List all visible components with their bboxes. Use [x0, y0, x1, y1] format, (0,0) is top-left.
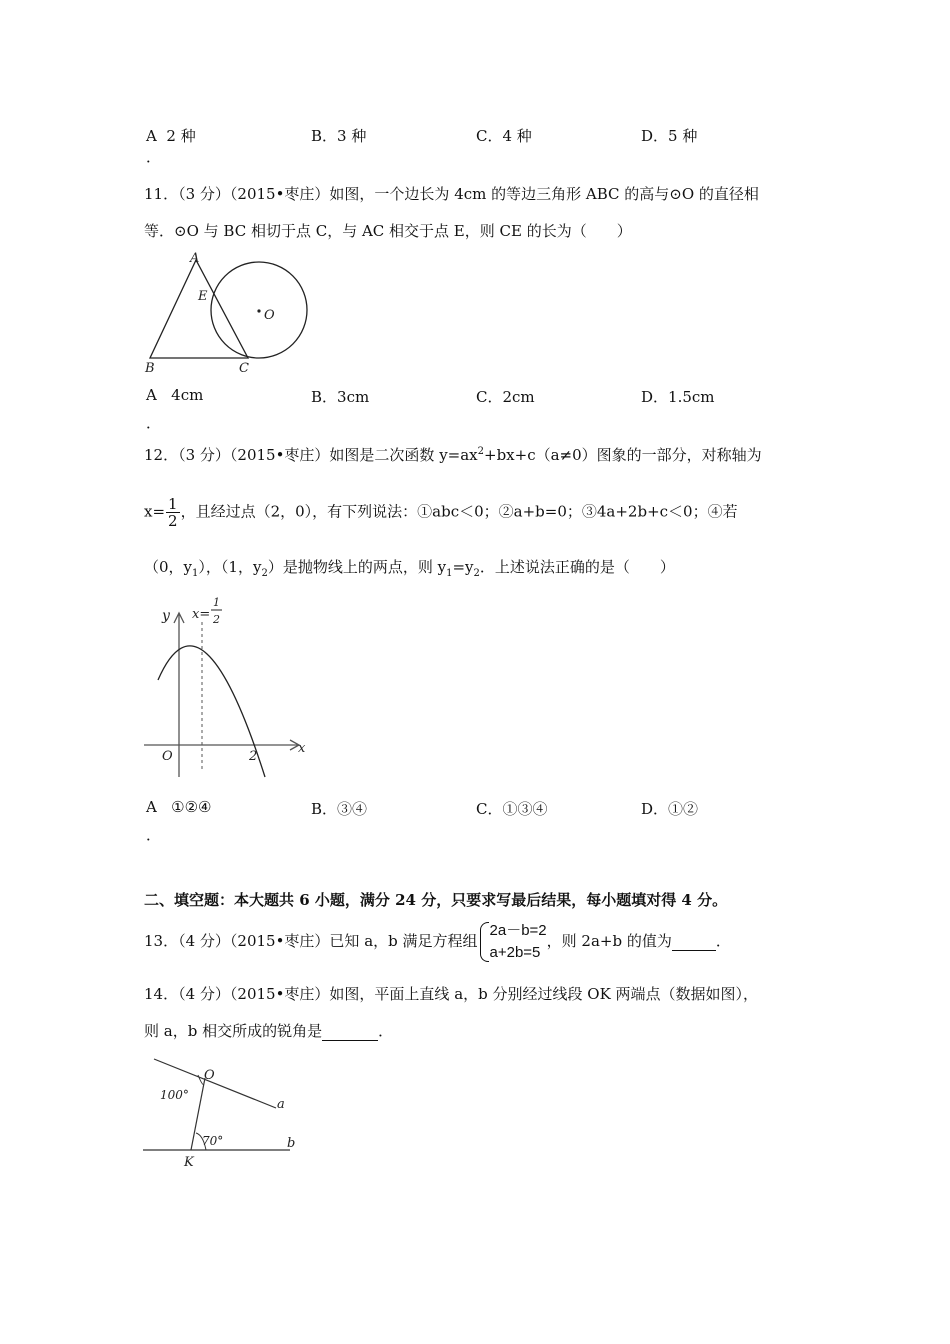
triangle-abc — [150, 260, 248, 358]
label-c: C — [239, 361, 249, 376]
option-text: ①② — [668, 800, 699, 818]
label-e: E — [198, 289, 208, 304]
label-axis-den: 2 — [213, 613, 220, 626]
label-a: a — [277, 1097, 285, 1112]
equation-1: 2a－b=2 — [489, 922, 547, 939]
label-angle-70: 70° — [202, 1134, 224, 1148]
answer-blank[interactable] — [322, 1022, 378, 1041]
q11-figure — [140, 250, 315, 380]
q13-end: ． — [715, 932, 731, 950]
option-letter: B． — [311, 127, 338, 145]
label-a: A — [190, 251, 200, 266]
label-axis-eq: x= — [192, 607, 211, 622]
equation-2: a+2b=5 — [489, 944, 541, 961]
label-k: K — [184, 1155, 194, 1170]
option-text: ①②④ — [171, 798, 212, 816]
option-text: 2cm — [502, 388, 535, 406]
q12-line3-d: =y — [452, 558, 474, 576]
q12-option-d[interactable] — [641, 798, 698, 819]
q11-option-c[interactable] — [476, 386, 535, 407]
q12-line3-a: （0，y — [144, 558, 193, 576]
option-letter: A — [146, 127, 157, 145]
q12-line3-c: ）是抛物线上的两点，则 y — [267, 558, 447, 576]
q14-line1: 14．（4 分）（2015•枣庄）如图，平面上直线 a，b 分别经过线段 OK 两端点（数据如图）， — [144, 985, 759, 1003]
option-text: 3 种 — [337, 127, 367, 145]
label-axis-num: 1 — [213, 596, 220, 609]
q12-line3-b: ），（1，y — [198, 558, 262, 576]
subscript: 2 — [261, 568, 268, 579]
option-letter: C． — [476, 388, 503, 406]
option-letter: D． — [641, 388, 669, 406]
q14-line2-end: ． — [378, 1022, 394, 1040]
q12-line2 — [144, 496, 738, 529]
option-letter: B． — [311, 800, 338, 818]
option-dot: ． — [146, 414, 162, 432]
option-text: 2 种 — [166, 127, 196, 145]
label-y: y — [162, 608, 170, 624]
q12-line1-pre: 12．（3 分）（2015•枣庄）如图是二次函数 y=ax — [144, 446, 478, 464]
fraction-denominator: 2 — [168, 512, 178, 530]
q12-line1-post: +bx+c（a≠0）图象的一部分，对称轴为 — [484, 446, 762, 464]
q14-line2 — [144, 1020, 393, 1041]
exponent: 2 — [477, 446, 485, 457]
option-letter: B． — [311, 388, 338, 406]
q12-option-a[interactable] — [146, 798, 212, 816]
option-dot: ． — [146, 148, 162, 166]
fraction-numerator: 1 — [168, 495, 178, 513]
q10-option-b[interactable] — [311, 125, 366, 146]
q11-line2: 等．⊙O 与 BC 相切于点 C，与 AC 相交于点 E，则 CE 的长为（ ） — [144, 222, 632, 240]
answer-blank[interactable] — [672, 932, 716, 951]
label-x: x — [298, 741, 306, 756]
q12-line2-pre: x= — [144, 502, 166, 521]
label-o: O — [264, 308, 275, 323]
q12-line3 — [144, 556, 675, 579]
option-letter: C． — [476, 800, 503, 818]
equation-system — [478, 920, 547, 964]
q11-line1: 11．（3 分）（2015•枣庄）如图，一个边长为 4cm 的等边三角形 ABC 的高与⊙O 的直径相 — [144, 185, 759, 203]
label-o: O — [204, 1068, 215, 1083]
q11-option-a[interactable] — [146, 386, 203, 404]
q12-parabola-figure — [140, 592, 315, 782]
q10-option-d[interactable] — [641, 125, 697, 146]
q13-post: ，则 2a+b 的值为 — [546, 932, 672, 950]
option-letter: D． — [641, 127, 669, 145]
option-text: 4cm — [171, 386, 204, 404]
section-heading: 二、填空题：本大题共 6 小题，满分 24 分，只要求写最后结果，每小题填对得 4 分。 — [144, 891, 728, 909]
fraction — [166, 496, 180, 529]
label-b: b — [287, 1136, 296, 1151]
q13-line — [144, 920, 731, 964]
q12-option-b[interactable] — [311, 798, 367, 819]
option-text: 5 种 — [668, 127, 698, 145]
option-letter: C． — [476, 127, 503, 145]
label-angle-100: 100° — [160, 1088, 189, 1102]
subscript: 2 — [473, 568, 480, 579]
q12-line3-e: ．上述说法正确的是（ ） — [479, 558, 675, 576]
option-letter: A — [146, 386, 157, 404]
q11-option-b[interactable] — [311, 386, 369, 407]
subscript: 1 — [192, 568, 199, 579]
q14-figure — [140, 1055, 310, 1173]
q12-option-c[interactable] — [476, 798, 548, 819]
option-text: 4 种 — [502, 127, 532, 145]
option-dot: ． — [146, 826, 162, 844]
q13-pre: 13．（4 分）（2015•枣庄）已知 a，b 满足方程组 — [144, 932, 478, 950]
option-text: 3cm — [337, 388, 370, 406]
option-letter: D． — [641, 800, 669, 818]
label-o: O — [162, 749, 173, 764]
q11-option-d[interactable] — [641, 386, 715, 407]
option-text: 1.5cm — [668, 388, 715, 406]
q10-option-c[interactable] — [476, 125, 532, 146]
option-text: ①③④ — [502, 800, 548, 818]
q12-line1 — [144, 444, 762, 465]
q12-line2-post: ，且经过点（2，0），有下列说法：①abc＜0；②a+b=0；③4a+2b+c＜0；④若 — [180, 502, 738, 521]
label-b: B — [145, 361, 155, 376]
subscript: 1 — [446, 568, 453, 579]
q14-line2-pre: 则 a，b 相交所成的锐角是 — [144, 1022, 323, 1040]
q10-option-a[interactable] — [146, 125, 196, 146]
label-two: 2 — [249, 749, 258, 764]
center-o-dot — [257, 309, 260, 312]
option-text: ③④ — [337, 800, 368, 818]
option-letter: A — [146, 798, 157, 816]
